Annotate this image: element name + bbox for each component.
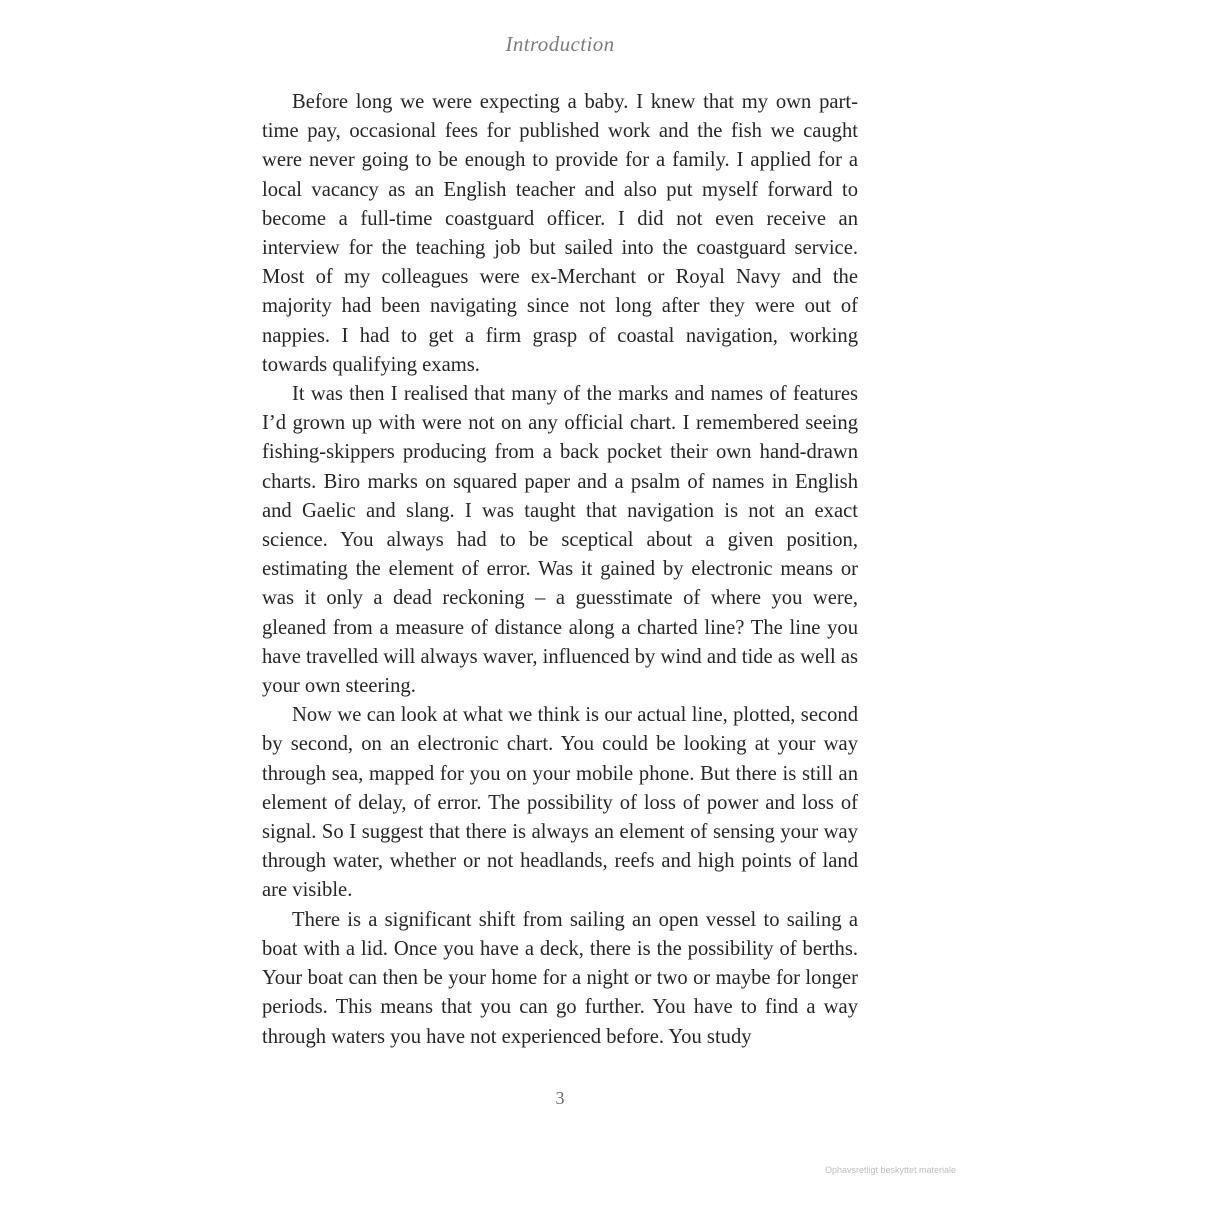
paragraph-3: Now we can look at what we think is our actual line, plotted, second by second, on an electronic chart. You could be looking at your way through sea, mapped for you on your mobile phone. But there is still an element of delay, of error. The possibility of loss of power and loss of signal. So I suggest that there is always an element of sensing your way through water, whether or not headlands, reefs and high points of land are visible.	[262, 704, 858, 902]
copyright-watermark: Ophavsretligt beskyttet materiale	[824, 1165, 956, 1175]
paragraph-2: It was then I realised that many of the marks and names of features I’d grown up with were not on any official chart. I remembered seeing fishing-skippers producing from a back pocket their own hand-drawn charts. Biro marks on squared paper and a psalm of names in English and Gaelic and slang. I was taught that navigation is not an exact science. You always had to be sceptical about a given position, estimating the element of error. Was it gained by electronic means or was it only a dead reckoning – a guesstimate of where you were, gleaned from a measure of distance along a charted line? The line you have travelled will always waver, influenced by wind and tide as well as your own steering.	[262, 383, 858, 698]
running-head-title: Introduction	[505, 32, 615, 56]
paragraph-1: Before long we were expecting a baby. I knew that my own part-time pay, occasional fees for published work and the fish we caught were never going to be enough to provide for a family. I applied for a local vacancy as an English teacher and also put myself forward to become a full-time coastguard officer. I did not even receive an interview for the teaching job but sailed into the coastguard service. Most of my colleagues were ex-Merchant or Royal Navy and the majority had been navigating since not long after they were out of nappies. I had to get a firm grasp of coastal navigation, working towards qualifying exams.	[262, 91, 858, 376]
body-text	[262, 88, 858, 1052]
page-number: 3	[555, 1088, 565, 1108]
paragraph-4: There is a significant shift from sailing an open vessel to sailing a boat with a lid. Once you have a deck, there is the possibility of berths. Your boat can then be your home for a night or two or maybe for longer periods. This means that you can go further. You have to find a way through waters you have not experienced before. You study	[262, 908, 858, 1048]
